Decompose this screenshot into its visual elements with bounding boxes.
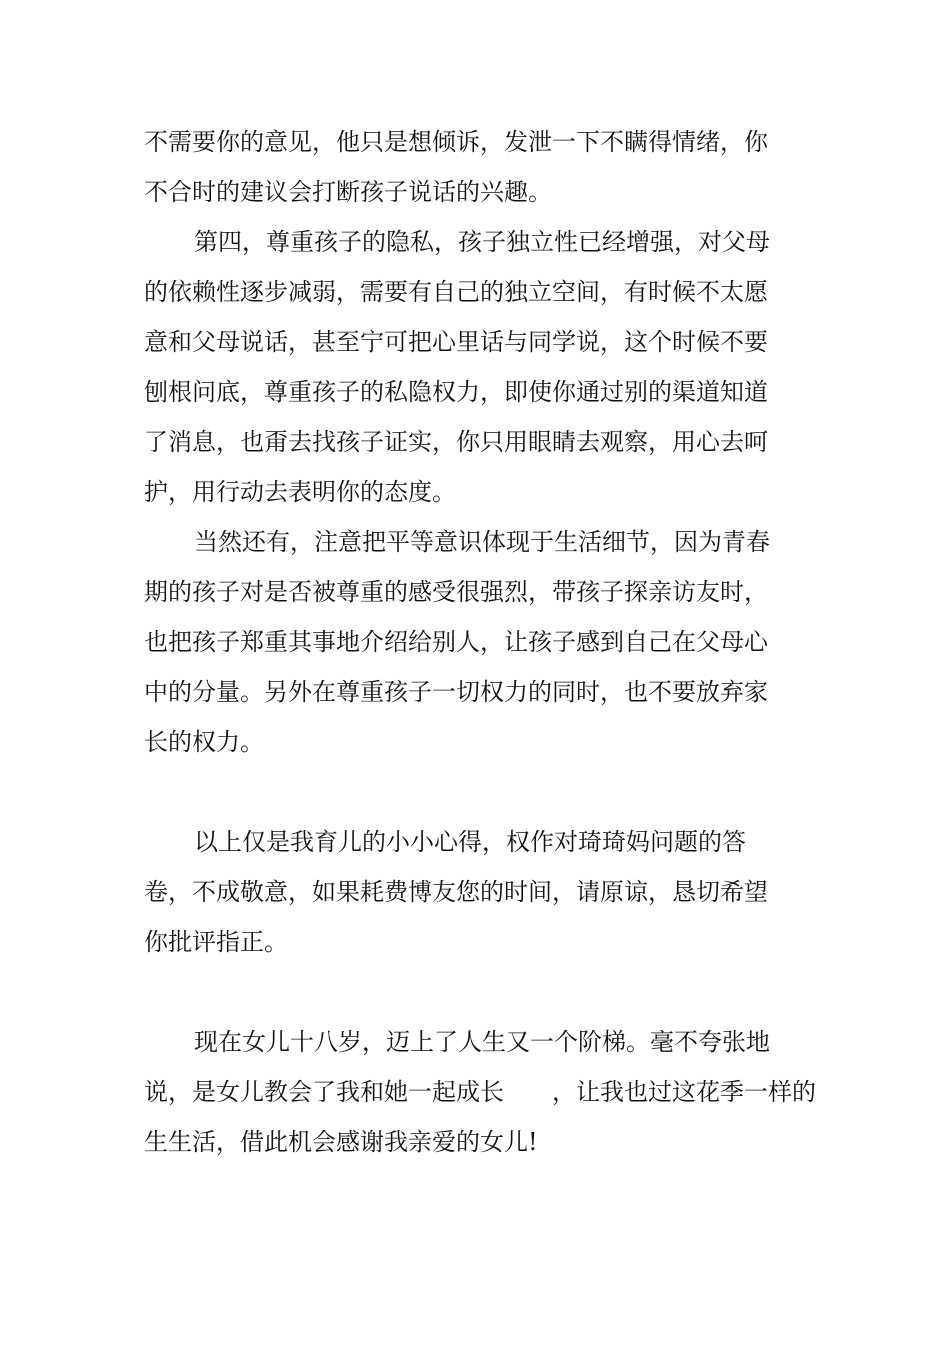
paragraph-start: 以上仅是我育儿的小小心得，权作对琦琦妈问题的答 bbox=[194, 828, 746, 856]
text-line: 了消息，也甭去找孩子证实，你只用眼睛去观察，用心去呵 bbox=[144, 428, 768, 456]
text-line: 也把孩子郑重其事地介绍给别人，让孩子感到自己在父母心 bbox=[144, 628, 768, 656]
text-line: 长的权力。 bbox=[144, 728, 264, 756]
text-line: 你批评指正。 bbox=[144, 928, 288, 956]
paragraph-start: 当然还有，注意把平等意识体现于生活细节，因为青春 bbox=[194, 528, 770, 556]
text-line: 中的分量。另外在尊重孩子一切权力的同时，也不要放弃家 bbox=[144, 678, 768, 706]
text-line: 意和父母说话，甚至宁可把心里话与同学说，这个时候不要 bbox=[144, 328, 768, 356]
paragraph-start: 第四，尊重孩子的隐私，孩子独立性已经增强，对父母 bbox=[194, 228, 770, 256]
text-line: 生生活，借此机会感谢我亲爱的女儿! bbox=[144, 1128, 538, 1156]
text-line: 不需要你的意见，他只是想倾诉，发泄一下不瞒得情绪，你 bbox=[144, 128, 768, 156]
text-line: 卷，不成敬意，如果耗费博友您的时间，请原谅，恳切希望 bbox=[144, 878, 768, 906]
text-line: 护，用行动去表明你的态度。 bbox=[144, 478, 456, 506]
text-line: 期的孩子对是否被尊重的感受很强烈，带孩子探亲访友时， bbox=[144, 578, 768, 606]
text-line: 说，是女儿教会了我和她一起成长 ，让我也过这花季一样的 bbox=[144, 1078, 816, 1106]
text-line: 刨根问底，尊重孩子的私隐权力，即使你通过别的渠道知道 bbox=[144, 378, 768, 406]
text-line: 不合时的建议会打断孩子说话的兴趣。 bbox=[144, 178, 552, 206]
paragraph-start: 现在女儿十八岁，迈上了人生又一个阶梯。毫不夸张地 bbox=[194, 1028, 770, 1056]
text-line: 的依赖性逐步减弱，需要有自己的独立空间，有时候不太愿 bbox=[144, 278, 768, 306]
